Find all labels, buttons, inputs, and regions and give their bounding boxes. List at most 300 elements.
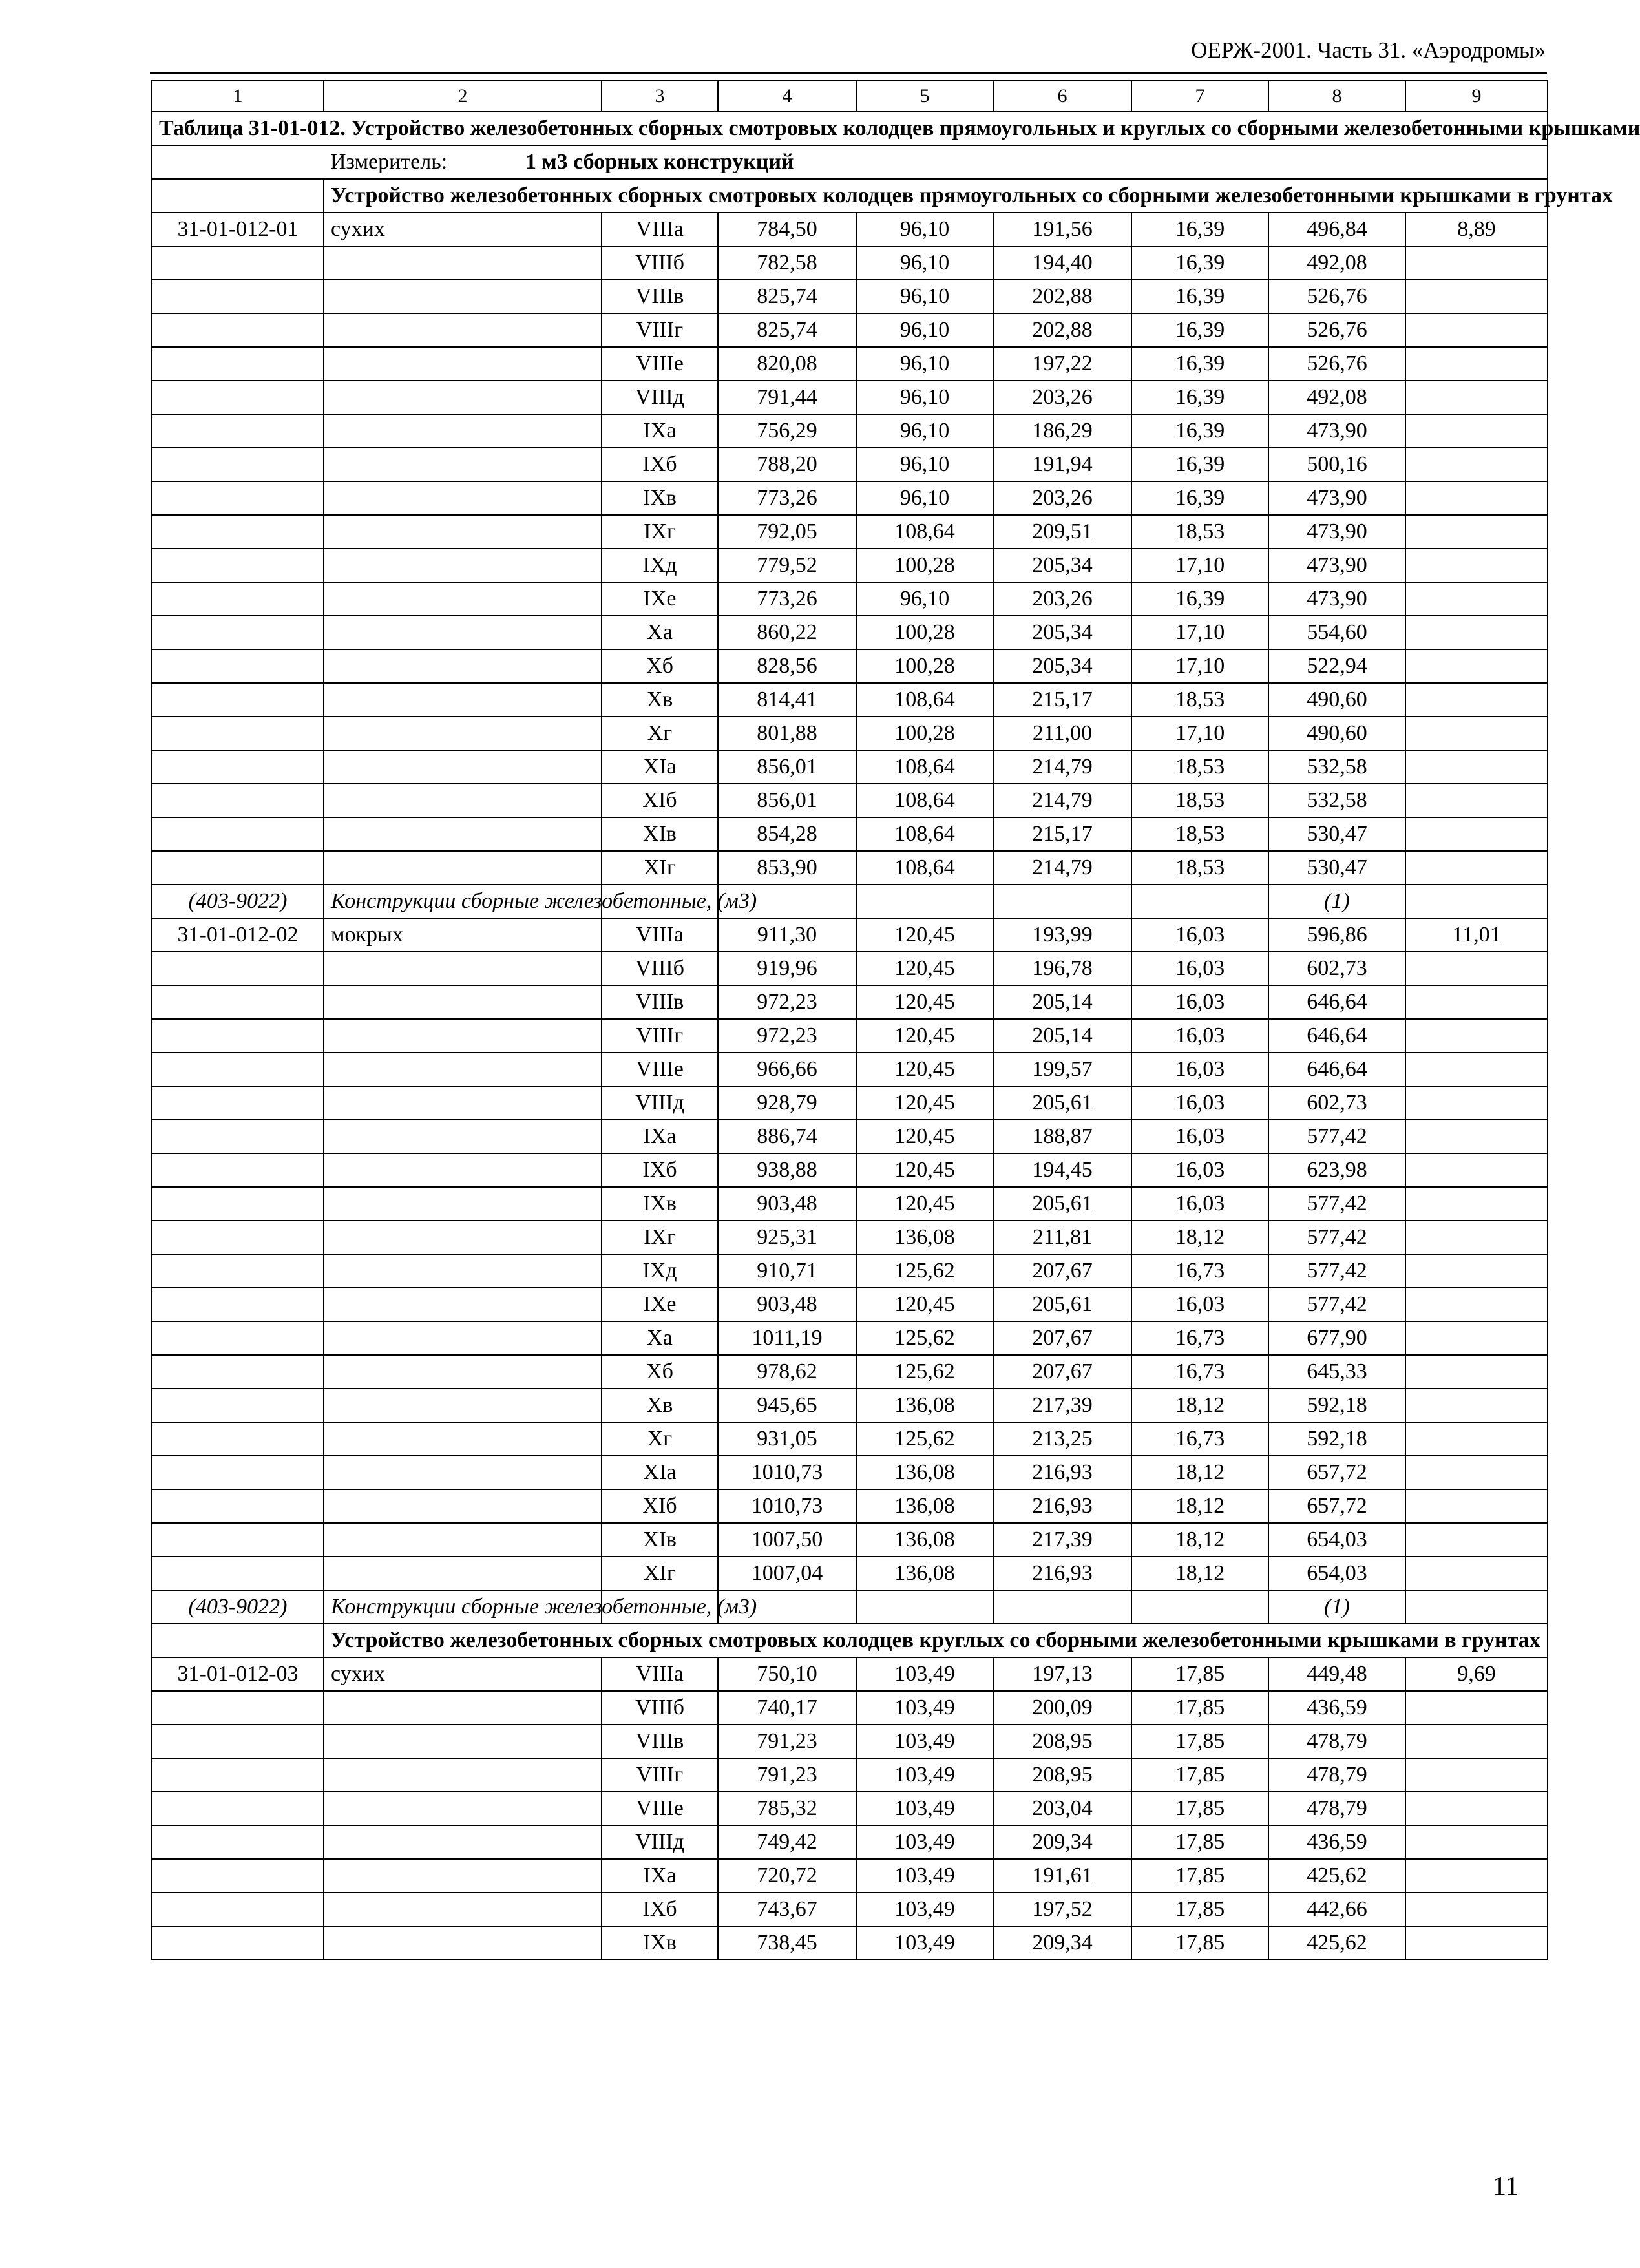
table-row	[152, 1422, 1548, 1456]
rate-name-spacer	[324, 448, 602, 481]
rate-total-spacer	[1405, 1456, 1548, 1489]
rate-name-spacer	[324, 1355, 602, 1389]
value-cell: 720,72	[718, 1859, 856, 1893]
value-cell: 473,90	[1268, 481, 1405, 515]
rate-name-spacer	[324, 1254, 602, 1288]
rate-code-spacer	[152, 448, 324, 481]
rate-total-spacer	[1405, 582, 1548, 616]
value-cell: 103,49	[856, 1926, 993, 1960]
soil-group: VIIIд	[602, 381, 718, 414]
rate-total-spacer	[1405, 1221, 1548, 1254]
table-row	[152, 313, 1548, 347]
value-cell: 203,26	[993, 481, 1131, 515]
soil-group: IXа	[602, 1859, 718, 1893]
value-cell: 18,53	[1131, 515, 1268, 549]
rate-code-spacer	[152, 1153, 324, 1187]
value-cell: 205,14	[993, 985, 1131, 1019]
rate-total-spacer	[1405, 280, 1548, 313]
rate-code-spacer	[152, 649, 324, 683]
measure-value: 1 м3 сборных конструкций	[525, 150, 794, 174]
value-cell: 602,73	[1268, 952, 1405, 985]
soil-group: Xв	[602, 1389, 718, 1422]
value-cell: 738,45	[718, 1926, 856, 1960]
value-cell: 215,17	[993, 817, 1131, 851]
value-cell: 492,08	[1268, 381, 1405, 414]
rate-total-spacer	[1405, 1019, 1548, 1053]
value-cell: 120,45	[856, 918, 993, 952]
value-cell: 18,53	[1131, 683, 1268, 717]
value-cell: 473,90	[1268, 414, 1405, 448]
rate-code-spacer	[152, 1893, 324, 1926]
soil-group: Xв	[602, 683, 718, 717]
value-cell: 108,64	[856, 851, 993, 885]
value-cell: 828,56	[718, 649, 856, 683]
soil-group: IXв	[602, 1926, 718, 1960]
rate-code-spacer	[152, 549, 324, 582]
value-cell: 18,53	[1131, 750, 1268, 784]
soil-group: VIIIг	[602, 313, 718, 347]
value-cell: 205,34	[993, 616, 1131, 649]
value-cell: 186,29	[993, 414, 1131, 448]
rate-total-spacer	[1405, 1053, 1548, 1086]
value-cell: 203,04	[993, 1792, 1131, 1825]
rate-name-spacer	[324, 1489, 602, 1523]
value-cell: 200,09	[993, 1691, 1131, 1725]
value-cell: 646,64	[1268, 1019, 1405, 1053]
value-cell: 596,86	[1268, 918, 1405, 952]
soil-group: Xа	[602, 616, 718, 649]
soil-group: IXб	[602, 1153, 718, 1187]
value-cell: 16,39	[1131, 414, 1268, 448]
rate-total: 8,89	[1405, 213, 1548, 246]
soil-group: VIIIе	[602, 1053, 718, 1086]
value-cell: 194,40	[993, 246, 1131, 280]
rate-code-spacer	[152, 1792, 324, 1825]
rate-code-spacer	[152, 1288, 324, 1321]
value-cell: 194,45	[993, 1153, 1131, 1187]
value-cell: 1011,19	[718, 1321, 856, 1355]
rate-total-spacer	[1405, 347, 1548, 381]
material-note-row	[152, 885, 1548, 918]
column-number: 9	[1405, 81, 1548, 112]
value-cell: 199,57	[993, 1053, 1131, 1086]
table-row	[152, 952, 1548, 985]
value-cell: 886,74	[718, 1120, 856, 1153]
table-row	[152, 1221, 1548, 1254]
value-cell: 972,23	[718, 985, 856, 1019]
rate-name-spacer	[324, 1120, 602, 1153]
soil-group: XIв	[602, 1523, 718, 1557]
value-cell: 911,30	[718, 918, 856, 952]
measure-label: Измеритель:	[330, 150, 448, 174]
value-cell: 785,32	[718, 1792, 856, 1825]
column-number: 7	[1131, 81, 1268, 112]
rate-name-spacer	[324, 1153, 602, 1187]
rate-total-spacer	[1405, 1557, 1548, 1590]
running-title: ОЕРЖ-2001. Часть 31. «Аэродромы»	[1191, 37, 1546, 63]
value-cell: 645,33	[1268, 1355, 1405, 1389]
value-cell: 136,08	[856, 1221, 993, 1254]
rate-code-spacer	[152, 952, 324, 985]
value-cell: 16,39	[1131, 381, 1268, 414]
value-cell: 208,95	[993, 1758, 1131, 1792]
value-cell: 209,34	[993, 1926, 1131, 1960]
rate-name-spacer	[324, 851, 602, 885]
soil-group: XIг	[602, 1557, 718, 1590]
soil-group: VIIIб	[602, 1691, 718, 1725]
section-heading-row	[152, 1624, 1548, 1657]
rate-name: сухих	[324, 1657, 602, 1691]
value-cell: 972,23	[718, 1019, 856, 1053]
value-cell: 120,45	[856, 1019, 993, 1053]
value-cell: 750,10	[718, 1657, 856, 1691]
value-cell: 217,39	[993, 1523, 1131, 1557]
rates-table	[151, 80, 1640, 1960]
soil-group: IXа	[602, 1120, 718, 1153]
value-cell: 436,59	[1268, 1691, 1405, 1725]
empty-cell	[993, 1590, 1131, 1624]
value-cell: 205,61	[993, 1086, 1131, 1120]
empty-cell	[993, 885, 1131, 918]
rate-code-spacer	[152, 1691, 324, 1725]
table-row	[152, 616, 1548, 649]
rate-name-spacer	[324, 414, 602, 448]
table-row	[152, 750, 1548, 784]
value-cell: 526,76	[1268, 280, 1405, 313]
rate-code-spacer	[152, 481, 324, 515]
soil-group: VIIIа	[602, 1657, 718, 1691]
rate-name-spacer	[324, 1691, 602, 1725]
value-cell: 522,94	[1268, 649, 1405, 683]
rate-total-spacer	[1405, 246, 1548, 280]
soil-group: XIв	[602, 817, 718, 851]
value-cell: 120,45	[856, 1120, 993, 1153]
table-row	[152, 481, 1548, 515]
material-code: (403-9022)	[152, 1590, 324, 1624]
soil-group: IXг	[602, 1221, 718, 1254]
rate-total-spacer	[1405, 1792, 1548, 1825]
value-cell: 749,42	[718, 1825, 856, 1859]
rate-total-spacer	[1405, 817, 1548, 851]
column-number: 5	[856, 81, 993, 112]
rate-total-spacer	[1405, 481, 1548, 515]
value-cell: 17,85	[1131, 1725, 1268, 1758]
value-cell: 96,10	[856, 313, 993, 347]
table-row	[152, 649, 1548, 683]
value-cell: 120,45	[856, 985, 993, 1019]
value-cell: 16,03	[1131, 1053, 1268, 1086]
soil-group: VIIIе	[602, 1792, 718, 1825]
rate-name-spacer	[324, 1422, 602, 1456]
empty-cell	[1131, 1590, 1268, 1624]
rate-code-spacer	[152, 1422, 324, 1456]
value-cell: 16,73	[1131, 1355, 1268, 1389]
table-row	[152, 1053, 1548, 1086]
value-cell: 96,10	[856, 381, 993, 414]
value-cell: 657,72	[1268, 1456, 1405, 1489]
value-cell: 18,12	[1131, 1389, 1268, 1422]
rate-name-spacer	[324, 1557, 602, 1590]
value-cell: 202,88	[993, 280, 1131, 313]
value-cell: 108,64	[856, 817, 993, 851]
rate-code-spacer	[152, 347, 324, 381]
rate-code-spacer	[152, 683, 324, 717]
value-cell: 108,64	[856, 784, 993, 817]
value-cell: 136,08	[856, 1523, 993, 1557]
value-cell: 623,98	[1268, 1153, 1405, 1187]
soil-group: VIIIг	[602, 1758, 718, 1792]
measure-cell	[324, 145, 1548, 179]
value-cell: 216,93	[993, 1489, 1131, 1523]
value-cell: 197,52	[993, 1893, 1131, 1926]
rate-code-spacer	[152, 616, 324, 649]
table-row	[152, 414, 1548, 448]
table-row	[152, 213, 1548, 246]
table-row	[152, 1792, 1548, 1825]
table-row	[152, 1321, 1548, 1355]
rate-total-spacer	[1405, 1825, 1548, 1859]
value-cell: 96,10	[856, 582, 993, 616]
rate-total-spacer	[1405, 1422, 1548, 1456]
value-cell: 120,45	[856, 1153, 993, 1187]
table-row	[152, 1758, 1548, 1792]
value-cell: 100,28	[856, 616, 993, 649]
rate-name-spacer	[324, 1053, 602, 1086]
rate-total-spacer	[1405, 1288, 1548, 1321]
rate-total-spacer	[1405, 1389, 1548, 1422]
rate-code: 31-01-012-02	[152, 918, 324, 952]
value-cell: 96,10	[856, 448, 993, 481]
rate-code-spacer	[152, 1389, 324, 1422]
value-cell: 125,62	[856, 1254, 993, 1288]
table-title-row	[152, 112, 1548, 145]
value-cell: 108,64	[856, 683, 993, 717]
value-cell: 100,28	[856, 649, 993, 683]
value-cell: 214,79	[993, 784, 1131, 817]
soil-group: VIIIе	[602, 347, 718, 381]
soil-group: VIIIб	[602, 246, 718, 280]
value-cell: 657,72	[1268, 1489, 1405, 1523]
rate-total-spacer	[1405, 750, 1548, 784]
value-cell: 205,34	[993, 649, 1131, 683]
rate-total-spacer	[1405, 1489, 1548, 1523]
value-cell: 120,45	[856, 952, 993, 985]
value-cell: 577,42	[1268, 1120, 1405, 1153]
value-cell: 17,85	[1131, 1825, 1268, 1859]
soil-group: XIб	[602, 784, 718, 817]
value-cell: 191,94	[993, 448, 1131, 481]
value-cell: 136,08	[856, 1557, 993, 1590]
soil-group: Xб	[602, 649, 718, 683]
value-cell: 743,67	[718, 1893, 856, 1926]
value-cell: 18,53	[1131, 851, 1268, 885]
empty-cell	[1131, 885, 1268, 918]
value-cell: 478,79	[1268, 1725, 1405, 1758]
material-note-row	[152, 1590, 1548, 1624]
soil-group: VIIIд	[602, 1086, 718, 1120]
soil-group: VIIIв	[602, 280, 718, 313]
rate-name-spacer	[324, 1019, 602, 1053]
value-cell: 532,58	[1268, 750, 1405, 784]
value-cell: 103,49	[856, 1893, 993, 1926]
table-row	[152, 1389, 1548, 1422]
value-cell: 100,28	[856, 717, 993, 750]
table-row	[152, 1489, 1548, 1523]
value-cell: 436,59	[1268, 1825, 1405, 1859]
rate-name-spacer	[324, 246, 602, 280]
value-cell: 782,58	[718, 246, 856, 280]
rate-total-spacer	[1405, 616, 1548, 649]
rate-name-spacer	[324, 1926, 602, 1960]
rate-total-spacer	[1405, 1523, 1548, 1557]
soil-group: Xг	[602, 1422, 718, 1456]
table-row	[152, 1893, 1548, 1926]
rate-total-spacer	[1405, 952, 1548, 985]
value-cell: 197,13	[993, 1657, 1131, 1691]
value-cell: 788,20	[718, 448, 856, 481]
value-cell: 16,39	[1131, 246, 1268, 280]
value-cell: 919,96	[718, 952, 856, 985]
value-cell: 853,90	[718, 851, 856, 885]
rate-name-spacer	[324, 515, 602, 549]
soil-group: IXг	[602, 515, 718, 549]
rate-name-spacer	[324, 952, 602, 985]
value-cell: 773,26	[718, 582, 856, 616]
value-cell: 740,17	[718, 1691, 856, 1725]
value-cell: 592,18	[1268, 1422, 1405, 1456]
table-row	[152, 347, 1548, 381]
value-cell: 191,61	[993, 1859, 1131, 1893]
value-cell: 16,39	[1131, 448, 1268, 481]
value-cell: 18,12	[1131, 1221, 1268, 1254]
value-cell: 16,03	[1131, 918, 1268, 952]
value-cell: 191,56	[993, 213, 1131, 246]
table-row	[152, 1254, 1548, 1288]
column-number: 8	[1268, 81, 1405, 112]
soil-group: VIIIа	[602, 213, 718, 246]
value-cell: 925,31	[718, 1221, 856, 1254]
value-cell: 17,85	[1131, 1657, 1268, 1691]
rate-name-spacer	[324, 1893, 602, 1926]
value-cell: 17,85	[1131, 1926, 1268, 1960]
value-cell: 100,28	[856, 549, 993, 582]
table-row	[152, 1657, 1548, 1691]
value-cell: 654,03	[1268, 1523, 1405, 1557]
soil-group: VIIIд	[602, 1825, 718, 1859]
soil-group: IXа	[602, 414, 718, 448]
rate-name-spacer	[324, 1523, 602, 1557]
value-cell: 136,08	[856, 1456, 993, 1489]
measure-spacer	[152, 145, 324, 179]
table-row	[152, 1859, 1548, 1893]
table-row	[152, 1288, 1548, 1321]
value-cell: 473,90	[1268, 549, 1405, 582]
column-number: 3	[602, 81, 718, 112]
rate-code-spacer	[152, 1725, 324, 1758]
rate-code-spacer	[152, 985, 324, 1019]
value-cell: 211,00	[993, 717, 1131, 750]
soil-group: IXд	[602, 1254, 718, 1288]
column-number-row	[152, 81, 1548, 112]
value-cell: 213,25	[993, 1422, 1131, 1456]
value-cell: 16,03	[1131, 1153, 1268, 1187]
value-cell: 820,08	[718, 347, 856, 381]
rate-code-spacer	[152, 515, 324, 549]
value-cell: 203,26	[993, 381, 1131, 414]
value-cell: 96,10	[856, 347, 993, 381]
soil-group: Xб	[602, 1355, 718, 1389]
soil-group: IXб	[602, 1893, 718, 1926]
soil-group: VIIIв	[602, 985, 718, 1019]
value-cell: 125,62	[856, 1355, 993, 1389]
value-cell: 496,84	[1268, 213, 1405, 246]
rate-name-spacer	[324, 717, 602, 750]
value-cell: 577,42	[1268, 1254, 1405, 1288]
value-cell: 602,73	[1268, 1086, 1405, 1120]
value-cell: 108,64	[856, 515, 993, 549]
soil-group: IXб	[602, 448, 718, 481]
rate-name-spacer	[324, 616, 602, 649]
value-cell: 792,05	[718, 515, 856, 549]
value-cell: 801,88	[718, 717, 856, 750]
value-cell: 103,49	[856, 1725, 993, 1758]
soil-group: Xг	[602, 717, 718, 750]
table-row	[152, 1523, 1548, 1557]
value-cell: 16,73	[1131, 1422, 1268, 1456]
value-cell: 16,39	[1131, 347, 1268, 381]
value-cell: 903,48	[718, 1187, 856, 1221]
value-cell: 205,61	[993, 1288, 1131, 1321]
value-cell: 214,79	[993, 750, 1131, 784]
value-cell: 17,10	[1131, 649, 1268, 683]
soil-group: Xа	[602, 1321, 718, 1355]
value-cell: 205,61	[993, 1187, 1131, 1221]
rate-name-spacer	[324, 1389, 602, 1422]
rate-total-spacer	[1405, 985, 1548, 1019]
value-cell: 16,39	[1131, 213, 1268, 246]
value-cell: 103,49	[856, 1657, 993, 1691]
value-cell: 120,45	[856, 1187, 993, 1221]
empty-cell	[1405, 885, 1548, 918]
rate-name-spacer	[324, 347, 602, 381]
rate-total-spacer	[1405, 1893, 1548, 1926]
rate-code-spacer	[152, 280, 324, 313]
rate-total-spacer	[1405, 683, 1548, 717]
value-cell: 197,22	[993, 347, 1131, 381]
rate-code-spacer	[152, 784, 324, 817]
rate-code-spacer	[152, 582, 324, 616]
value-cell: 207,67	[993, 1254, 1131, 1288]
value-cell: 592,18	[1268, 1389, 1405, 1422]
value-cell: 903,48	[718, 1288, 856, 1321]
value-cell: 18,12	[1131, 1557, 1268, 1590]
value-cell: 16,03	[1131, 1120, 1268, 1153]
value-cell: 449,48	[1268, 1657, 1405, 1691]
table-row	[152, 717, 1548, 750]
value-cell: 18,53	[1131, 817, 1268, 851]
value-cell: 16,03	[1131, 1288, 1268, 1321]
value-cell: 526,76	[1268, 313, 1405, 347]
rate-total-spacer	[1405, 313, 1548, 347]
value-cell: 910,71	[718, 1254, 856, 1288]
value-cell: 654,03	[1268, 1557, 1405, 1590]
rate-code-spacer	[152, 1086, 324, 1120]
value-cell: 554,60	[1268, 616, 1405, 649]
rate-name-spacer	[324, 1187, 602, 1221]
rate-code: 31-01-012-01	[152, 213, 324, 246]
value-cell: 825,74	[718, 313, 856, 347]
value-cell: 18,12	[1131, 1456, 1268, 1489]
